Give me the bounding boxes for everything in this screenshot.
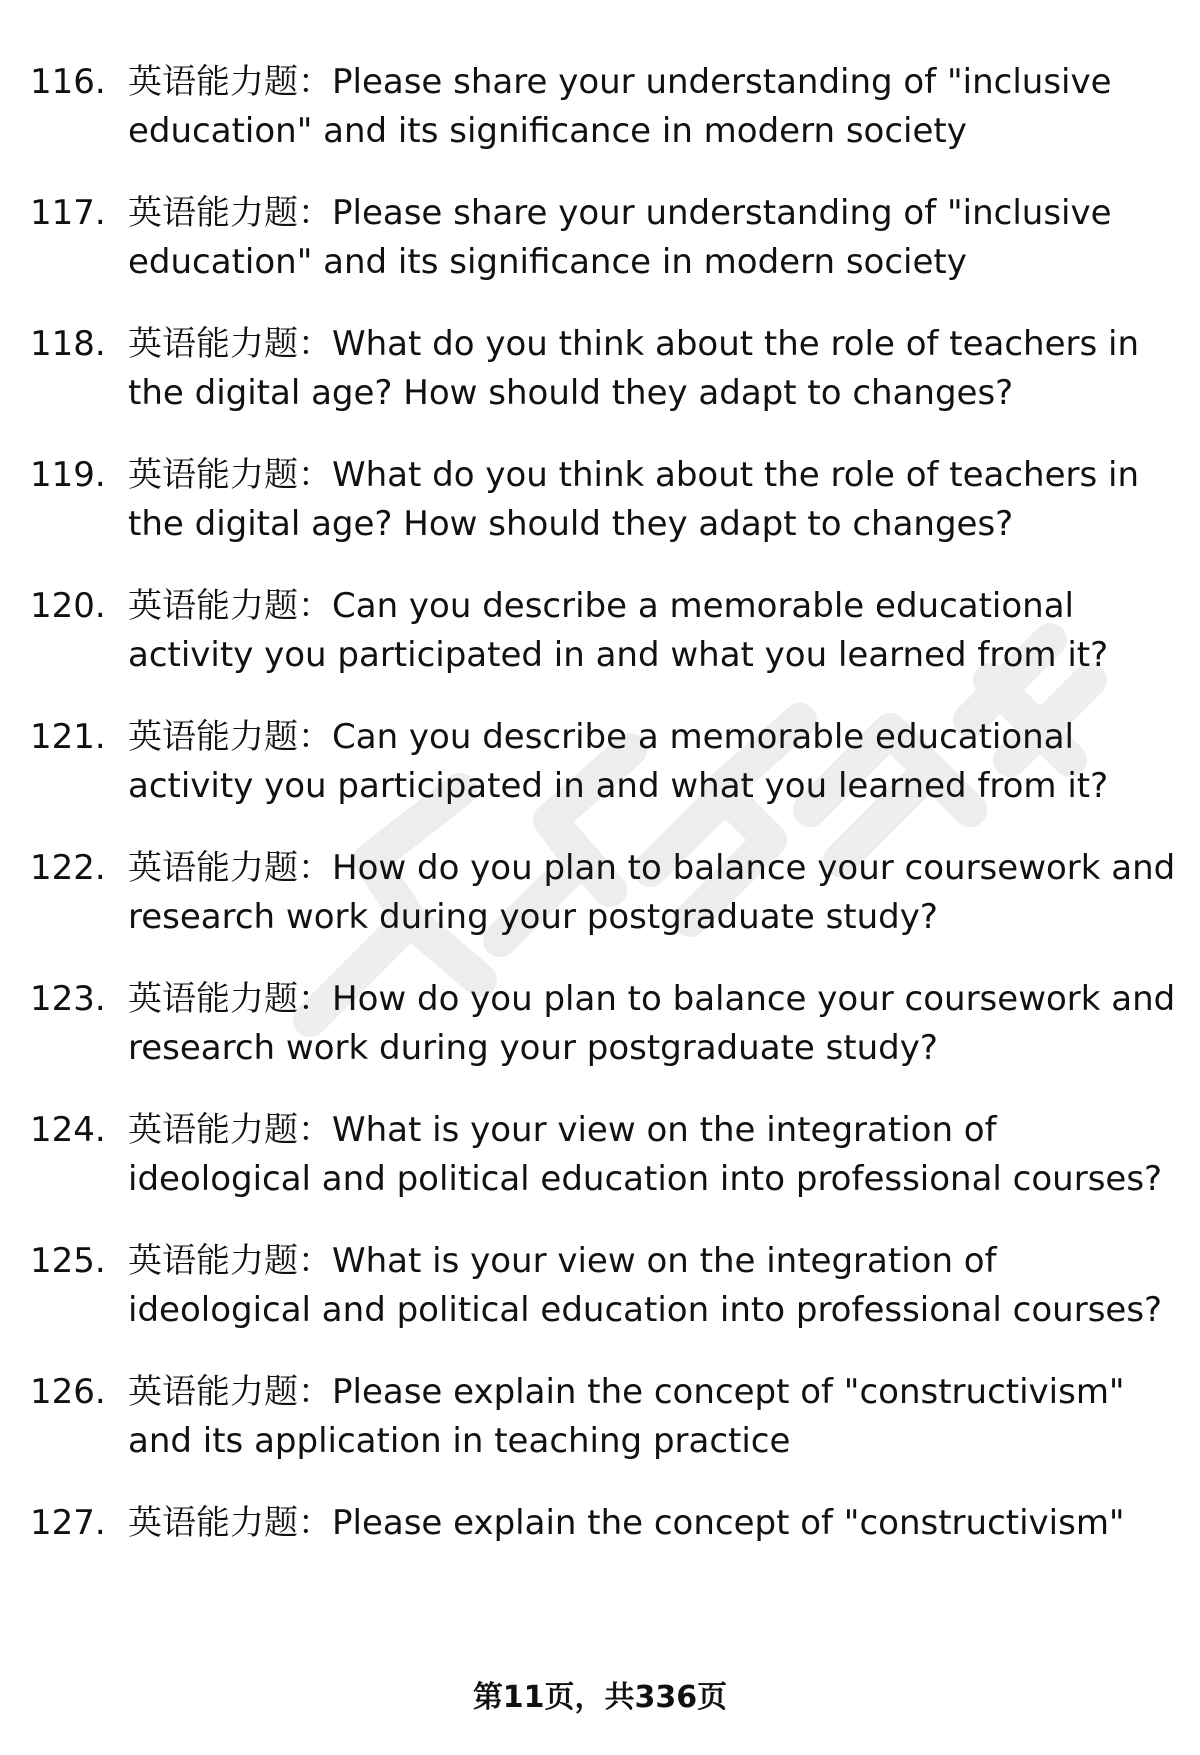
question-text: Please explain the concept of "constructivism" and its application in teaching practice [128,1372,1125,1461]
question-item-116 [30,58,1180,156]
question-number: 123. [30,979,106,1019]
question-content [128,1368,1180,1466]
question-text: What do you think about the role of teachers in the digital age? How should they adapt to changes? [128,455,1140,544]
question-number: 124. [30,1110,106,1150]
question-label: 英语能力题： [128,1503,332,1543]
question-item-119 [30,451,1180,549]
question-content [128,451,1180,549]
question-label: 英语能力题： [128,586,332,626]
question-content [128,320,1180,418]
question-text: What is your view on the integration of ideological and political education into professional courses? [128,1110,1163,1199]
question-item-126 [30,1368,1180,1466]
question-list [30,58,1180,1581]
question-item-121 [30,713,1180,811]
question-item-118 [30,320,1180,418]
question-label: 英语能力题： [128,979,332,1019]
question-content [128,1106,1180,1204]
question-text: Can you describe a memorable educational activity you participated in and what you learned from it? [128,717,1109,806]
question-number: 119. [30,455,106,495]
question-number: 118. [30,324,106,364]
question-number: 120. [30,586,106,626]
question-text: What do you think about the role of teachers in the digital age? How should they adapt to changes? [128,324,1140,413]
question-content [128,713,1180,811]
question-text: How do you plan to balance your coursework and research work during your postgraduate study? [128,979,1176,1068]
question-item-127 [30,1499,1180,1548]
question-label: 英语能力题： [128,1110,332,1150]
question-number: 126. [30,1372,106,1412]
question-text: Please share your understanding of "inclusive education" and its significance in modern society [128,62,1112,151]
page-number-footer: 第11页，共336页 [472,1680,728,1715]
question-number: 121. [30,717,106,757]
question-label: 英语能力题： [128,848,332,888]
question-number: 116. [30,62,106,102]
question-item-120 [30,582,1180,680]
question-label: 英语能力题： [128,717,332,757]
question-content [128,582,1180,680]
question-item-123 [30,975,1180,1073]
question-number: 127. [30,1503,106,1543]
question-text: Can you describe a memorable educational activity you participated in and what you learned from it? [128,586,1109,675]
question-number: 125. [30,1241,106,1281]
question-content [128,1237,1180,1335]
question-item-125 [30,1237,1180,1335]
question-text: Please share your understanding of "inclusive education" and its significance in modern society [128,193,1112,282]
question-item-124 [30,1106,1180,1204]
question-content [128,1499,1180,1548]
question-content [128,975,1180,1073]
question-number: 122. [30,848,106,888]
question-label: 英语能力题： [128,324,332,364]
question-text: Please explain the concept of "constructivism" [332,1503,1125,1543]
question-label: 英语能力题： [128,193,332,233]
question-label: 英语能力题： [128,1241,332,1281]
question-item-122 [30,844,1180,942]
question-label: 英语能力题： [128,455,332,495]
question-number: 117. [30,193,106,233]
question-label: 英语能力题： [128,1372,332,1412]
question-label: 英语能力题： [128,62,332,102]
question-text: What is your view on the integration of ideological and political education into professional courses? [128,1241,1163,1330]
question-content [128,58,1180,156]
question-item-117 [30,189,1180,287]
question-content [128,844,1180,942]
question-text: How do you plan to balance your coursework and research work during your postgraduate study? [128,848,1176,937]
question-content [128,189,1180,287]
